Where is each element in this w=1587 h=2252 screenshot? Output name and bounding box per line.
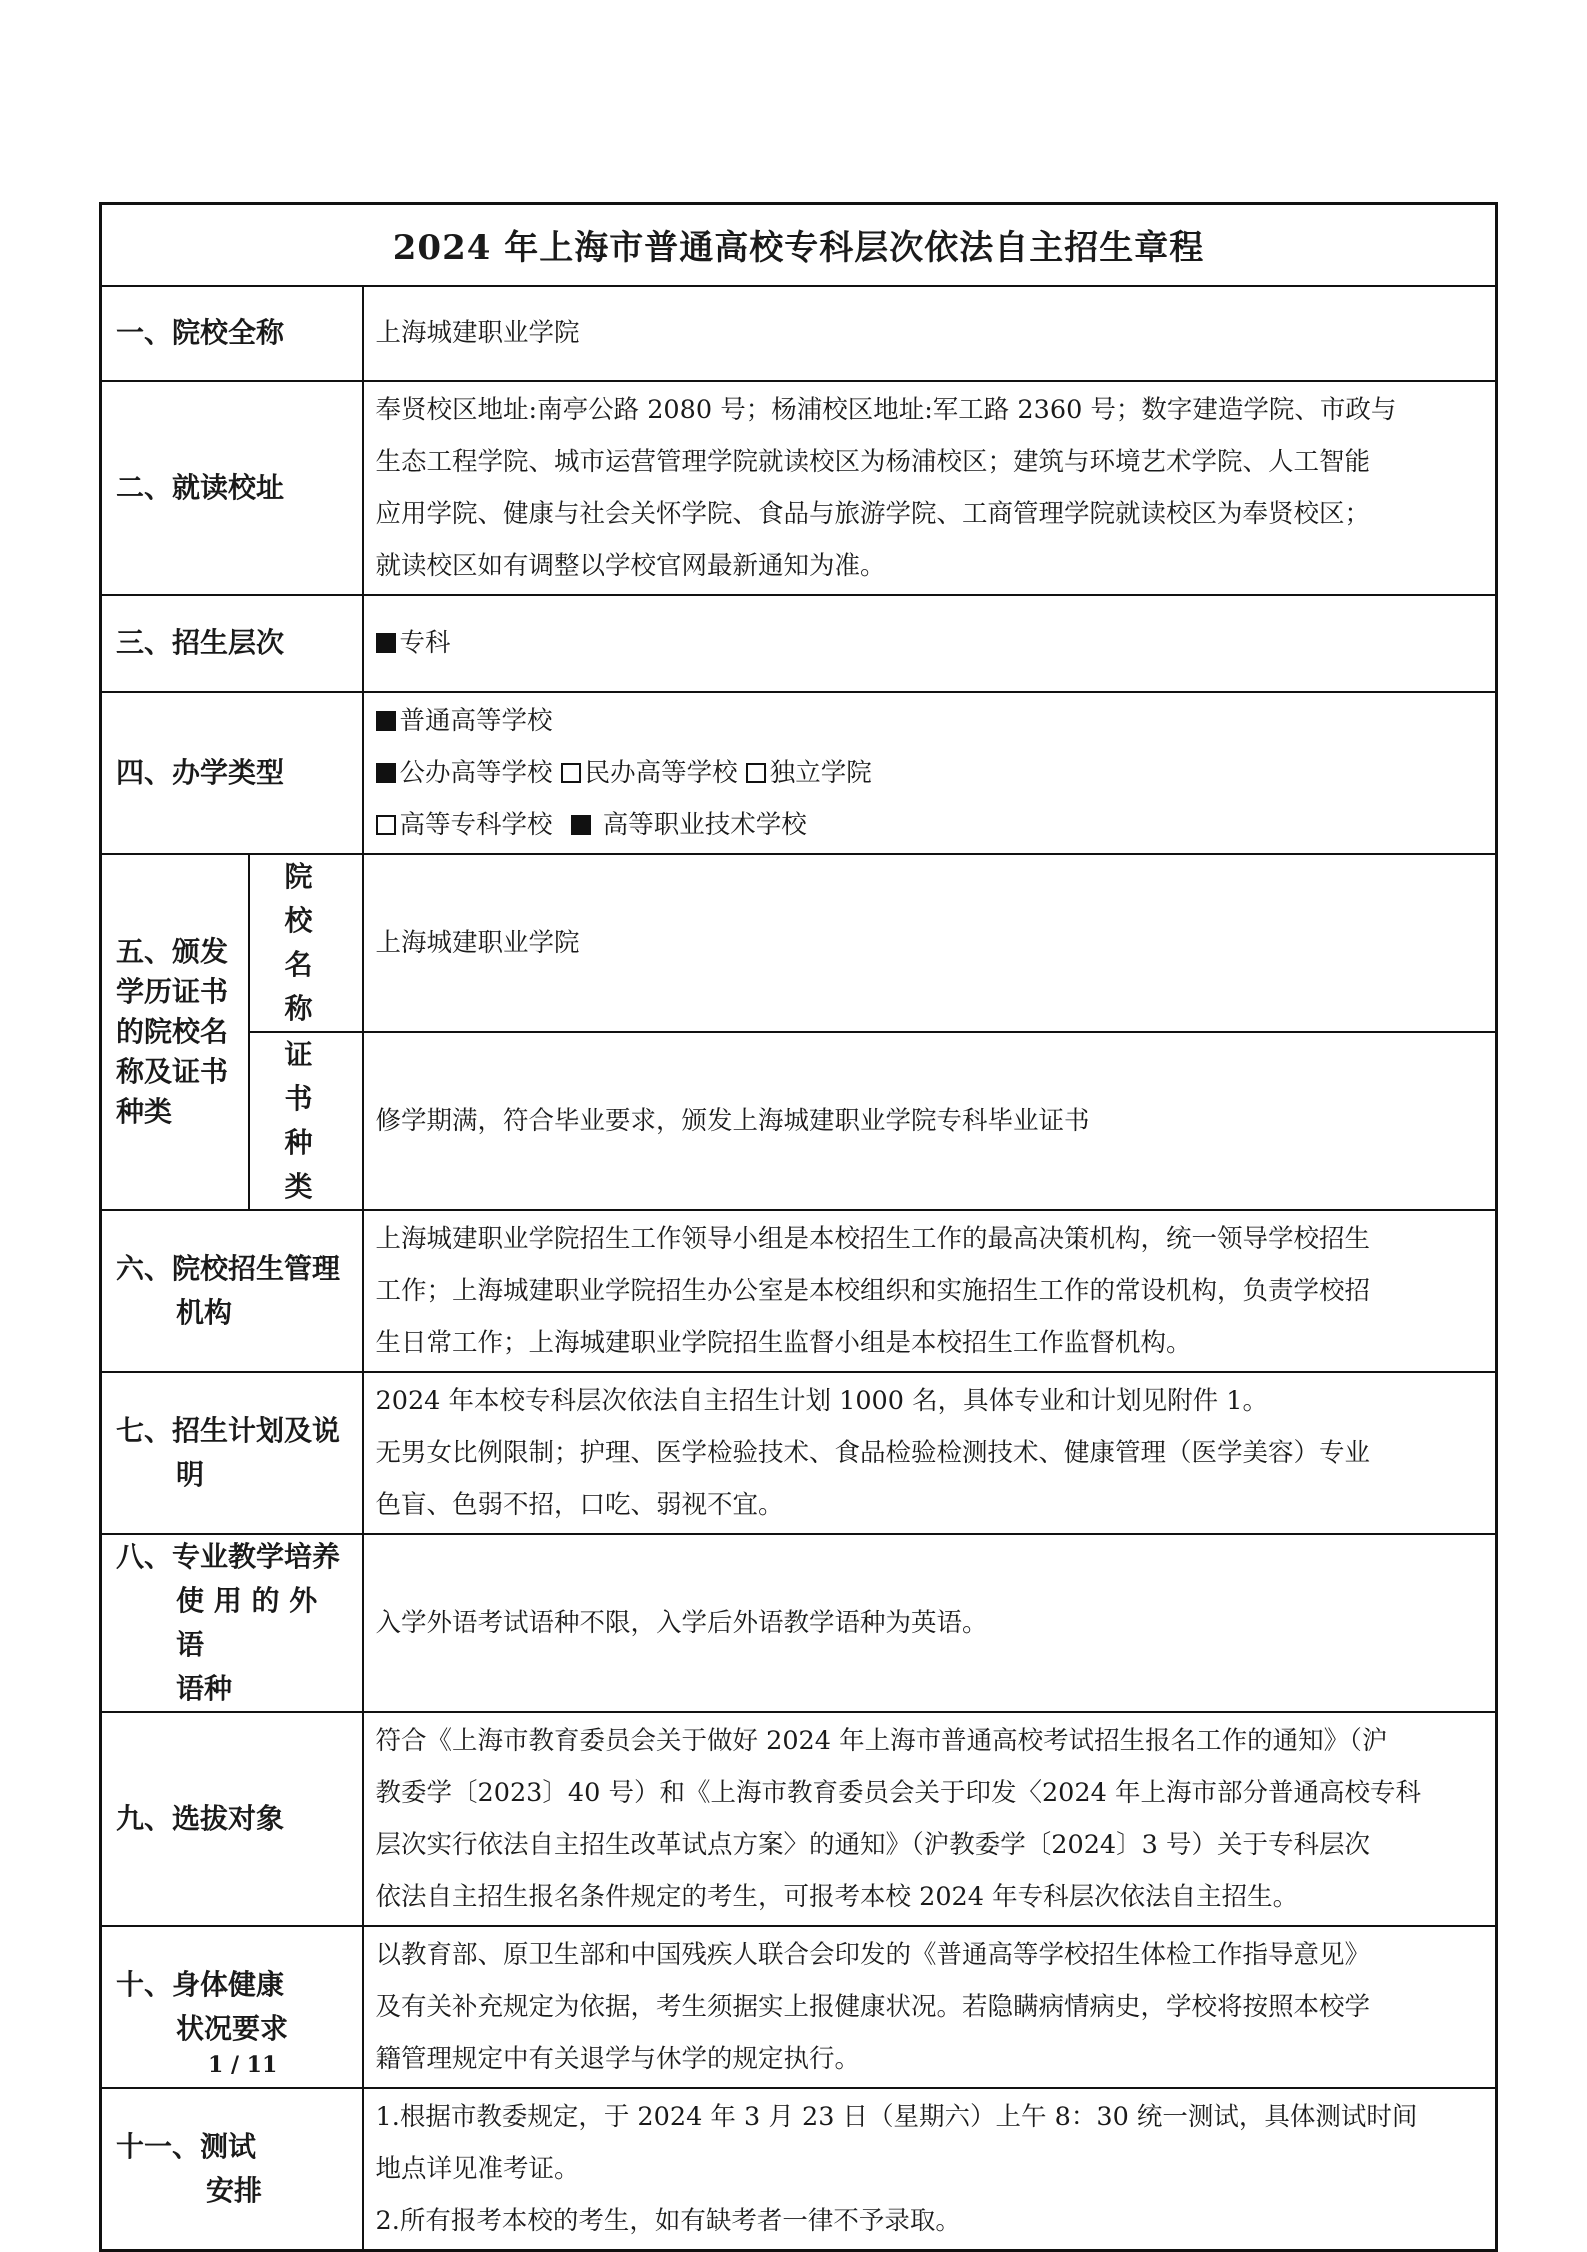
row-content: 入学外语考试语种不限，入学后外语教学语种为英语。 xyxy=(363,1534,1497,1712)
content-line: 无男女比例限制；护理、医学检验技术、食品检验检测技术、健康管理（医学美容）专业 xyxy=(375,1437,1371,1468)
option-label: 高等职业技术学校 xyxy=(594,809,807,840)
option-label: 独立学院 xyxy=(769,757,872,788)
row-content xyxy=(363,2088,1497,2251)
content-line: 生态工程学院、城市运营管理学院就读校区为杨浦校区；建筑与环境艺术学院、人工智能 xyxy=(375,446,1371,477)
content-line: 以教育部、原卫生部和中国残疾人联合会印发的《普通高等学校招生体检工作指导意见》 xyxy=(375,1939,1371,1970)
sub-label xyxy=(249,1032,363,1210)
content-line: 2024 年本校专科层次依法自主招生计划 1000 名，具体专业和计划见附件 1。 xyxy=(375,1385,1268,1416)
content-line: 层次实行依法自主招生改革试点方案〉的通知》（沪教委学〔2024〕3 号）关于专科层次 xyxy=(375,1829,1370,1860)
row-school-type xyxy=(101,692,1497,854)
row-label xyxy=(101,1534,363,1712)
content-line: 1.根据市教委规定，于 2024 年 3 月 23 日（星期六）上午 8：30 统一测试，具体测试时间 xyxy=(375,2101,1418,2132)
label-line: 八、专业教学培养 xyxy=(116,1539,341,1573)
label-line: 六、院校招生管理 xyxy=(116,1251,341,1285)
label-line: 学历证书 xyxy=(116,974,229,1008)
label-line: 状况要求 xyxy=(176,2011,289,2045)
checked-box-icon xyxy=(376,633,396,653)
row-label: 九、选拔对象 xyxy=(101,1712,363,1926)
row-label xyxy=(101,1210,363,1372)
content-line: 地点详见准考证。 xyxy=(375,2153,580,2184)
content-line: 奉贤校区地址:南亭公路 2080 号；杨浦校区地址:军工路 2360 号；数字建造学院、市政与 xyxy=(375,394,1397,425)
row-content: 上海城建职业学院 xyxy=(363,854,1497,1032)
label-line: 称及证书 xyxy=(116,1054,229,1088)
sub-label-line: 证书 xyxy=(284,1037,341,1115)
content-line: 就读校区如有调整以学校官网最新通知为准。 xyxy=(375,550,886,581)
row-content: 修学期满，符合毕业要求，颁发上海城建职业学院专科毕业证书 xyxy=(363,1032,1497,1210)
content-line: 及有关补充规定为依据，考生须据实上报健康状况。若隐瞒病情病史，学校将按照本校学 xyxy=(375,1991,1371,2022)
content-line: 色盲、色弱不招，口吃、弱视不宜。 xyxy=(375,1489,784,1520)
row-foreign-language xyxy=(101,1534,1497,1712)
checked-box-icon xyxy=(376,711,396,731)
unchecked-box-icon xyxy=(376,815,396,835)
unchecked-box-icon xyxy=(746,763,766,783)
checked-box-icon xyxy=(376,763,396,783)
unchecked-box-icon xyxy=(561,763,581,783)
label-line: 的院校名 xyxy=(116,1014,229,1048)
content-line: 上海城建职业学院招生工作领导小组是本校招生工作的最高决策机构，统一领导学校招生 xyxy=(375,1223,1371,1254)
option-label: 高等专科学校 xyxy=(399,809,553,840)
sub-label xyxy=(249,854,363,1032)
label-line: 十、身体健康 xyxy=(116,1967,285,2001)
row-content xyxy=(363,381,1497,595)
row-content xyxy=(363,595,1497,692)
option-label: 公办高等学校 xyxy=(399,757,553,788)
row-label xyxy=(101,854,249,1210)
row-certificate-type xyxy=(101,1032,1497,1210)
row-content xyxy=(363,1210,1497,1372)
row-content xyxy=(363,1712,1497,1926)
label-line: 明 xyxy=(176,1457,205,1491)
row-school-name xyxy=(101,286,1497,381)
row-content: 上海城建职业学院 xyxy=(363,286,1497,381)
content-line: 教委学〔2023〕40 号）和《上海市教育委员会关于印发〈2024 年上海市部分普通高校专科 xyxy=(375,1777,1421,1808)
page-number: 1 / 11 xyxy=(208,2052,278,2078)
row-eligible-applicants xyxy=(101,1712,1497,1926)
content-line: 2.所有报考本校的考生，如有缺考者一律不予录取。 xyxy=(375,2205,961,2236)
checked-box-icon xyxy=(571,815,591,835)
label-line: 七、招生计划及说 xyxy=(116,1413,341,1447)
row-test-arrangement xyxy=(101,2088,1497,2251)
row-content xyxy=(363,1926,1497,2088)
content-line: 应用学院、健康与社会关怀学院、食品与旅游学院、工商管理学院就读校区为奉贤校区； xyxy=(375,498,1371,529)
row-content xyxy=(363,1372,1497,1534)
option-label: 民办高等学校 xyxy=(584,757,738,788)
label-line: 机构 xyxy=(176,1295,233,1329)
sub-label-line: 院校 xyxy=(284,859,341,937)
content-line: 生日常工作；上海城建职业学院招生监督小组是本校招生工作监督机构。 xyxy=(375,1327,1192,1358)
content-line: 符合《上海市教育委员会关于做好 2024 年上海市普通高校考试招生报名工作的通知》（沪 xyxy=(375,1725,1388,1756)
label-line: 十一、测试 xyxy=(116,2129,257,2163)
row-admissions-body xyxy=(101,1210,1497,1372)
label-line: 安排 xyxy=(206,2173,263,2207)
label-line: 五、颁发 xyxy=(116,934,229,968)
row-enrollment-level xyxy=(101,595,1497,692)
row-label: 四、办学类型 xyxy=(101,692,363,854)
row-label: 二、就读校址 xyxy=(101,381,363,595)
content-line: 籍管理规定中有关退学与休学的规定执行。 xyxy=(375,2043,861,2074)
label-line: 语种 xyxy=(176,1671,233,1705)
label-line: 使 用 的 外 语 xyxy=(176,1583,318,1661)
row-campus-address xyxy=(101,381,1497,595)
charter-table xyxy=(99,202,1498,2252)
sub-label-line: 种类 xyxy=(284,1125,341,1203)
row-label: 三、招生层次 xyxy=(101,595,363,692)
content-line: 工作；上海城建职业学院招生办公室是本校组织和实施招生工作的常设机构，负责学校招 xyxy=(375,1275,1371,1306)
row-content xyxy=(363,692,1497,854)
row-health-requirements xyxy=(101,1926,1497,2088)
row-label xyxy=(101,2088,363,2251)
sub-label-line: 名称 xyxy=(284,947,341,1025)
label-line: 种类 xyxy=(116,1094,173,1128)
row-label xyxy=(101,1372,363,1534)
row-certificate-school xyxy=(101,854,1497,1032)
document-title: 2024 年上海市普通高校专科层次依法自主招生章程 xyxy=(101,204,1497,286)
option-label: 专科 xyxy=(399,628,451,658)
row-label: 一、院校全称 xyxy=(101,286,363,381)
option-label: 普通高等学校 xyxy=(399,705,553,736)
row-enrollment-plan xyxy=(101,1372,1497,1534)
content-line: 依法自主招生报名条件规定的考生，可报考本校 2024 年专科层次依法自主招生。 xyxy=(375,1881,1299,1912)
